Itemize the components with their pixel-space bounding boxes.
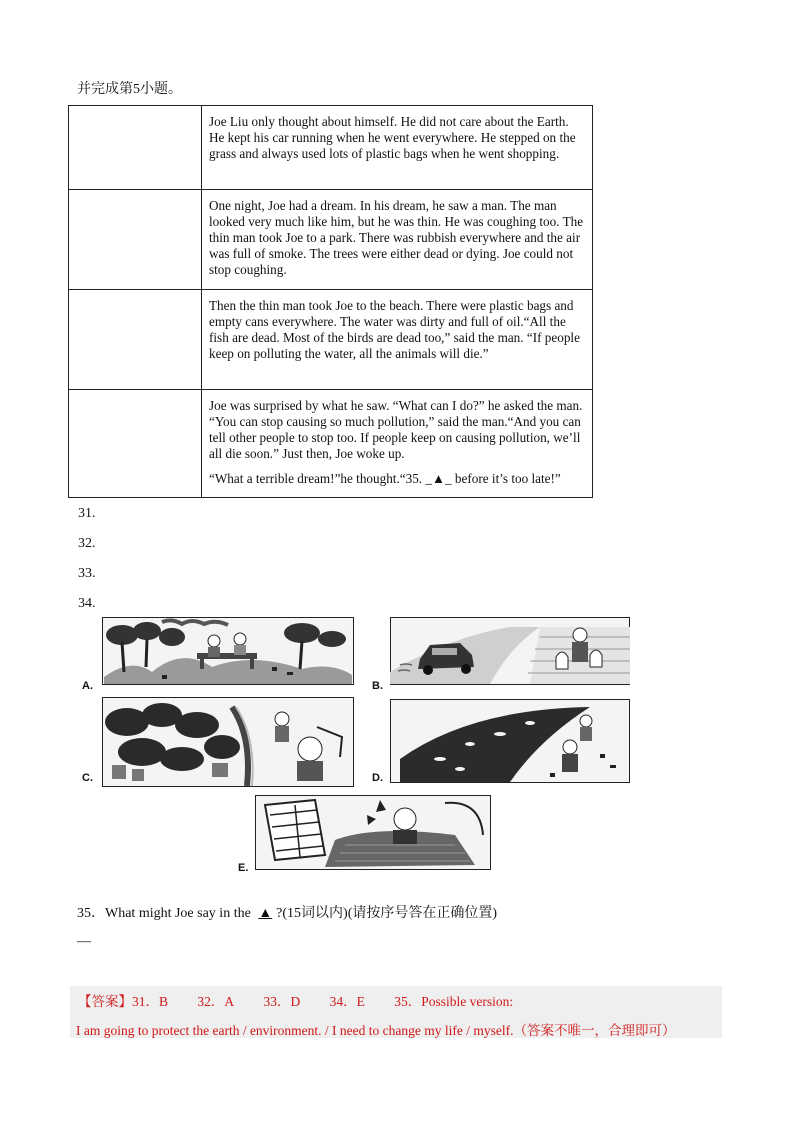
- answer-item: 35．Possible version:: [394, 994, 514, 1009]
- picture-label-b: B.: [372, 680, 383, 692]
- answer-item: 【答案】31．B: [78, 994, 169, 1009]
- picture-label-c: C.: [82, 772, 93, 784]
- picture-b-car-and-bags: [390, 617, 630, 685]
- table-row: [69, 290, 593, 390]
- blank-cell: [69, 106, 202, 190]
- answer-item: 33．D: [263, 994, 301, 1009]
- answer-item: 32．A: [197, 994, 235, 1009]
- picture-label-e: E.: [238, 862, 249, 874]
- story-cell: One night, Joe had a dream. In his dream, he saw a man. The man looked very much like him, but he was thin. He was coughing too. The thin man took Joe to a park. There was rubbish everywhere and the air was full of smoke. The trees were either dead or dying. Joe could not stop coughing.: [202, 190, 593, 290]
- picture-c-smoky-city: [102, 697, 354, 787]
- answer-blank: ▲: [258, 906, 273, 921]
- story-cell: Then the thin man took Joe to the beach. There were plastic bags and empty cans everywhere. The water was dirty and full of oil.“All the fish are dead. Most of the birds are dead too,” said the man. “If people keep on polluting the water, all the animals will die.”: [202, 290, 593, 390]
- table-row: [69, 390, 593, 498]
- picture-a-polluted-park: [102, 617, 354, 685]
- picture-e-joe-wakes-up: [255, 795, 491, 870]
- question-35-prefix: 35．What might Joe say in the: [77, 906, 251, 921]
- story-table: [68, 105, 593, 498]
- answer-line-dash: —: [77, 934, 91, 949]
- blank-cell: [69, 190, 202, 290]
- picture-d-polluted-beach: [390, 699, 630, 783]
- question-number-34: 34.: [78, 596, 96, 611]
- blank-cell: [69, 390, 202, 498]
- question-number-33: 33.: [78, 566, 96, 581]
- answer-box: [70, 986, 722, 1038]
- blank-cell: [69, 290, 202, 390]
- question-number-32: 32.: [78, 536, 96, 551]
- question-35: [77, 902, 497, 922]
- question-35-suffix: ?(15词以内)(请按序号答在正确位置): [276, 906, 498, 921]
- answer-line-2: I am going to protect the earth / environment. / I need to change my life / myself.（答案不唯一，合理即可）: [76, 1023, 676, 1038]
- answer-item: 34．E: [329, 994, 365, 1009]
- story-paragraph-2: “What a terrible dream!”he thought.“35. _▲_ before it’s too late!”: [209, 471, 561, 486]
- picture-label-d: D.: [372, 772, 383, 784]
- picture-label-a: A.: [82, 680, 93, 692]
- answer-line-1: [78, 990, 539, 1010]
- table-row: [69, 190, 593, 290]
- intro-text: 并完成第5小题。: [77, 82, 182, 97]
- story-cell: [202, 390, 593, 498]
- table-row: [69, 106, 593, 190]
- story-paragraph: Joe was surprised by what he saw. “What can I do?” he asked the man. “You can stop causing so much pollution,” said the man.“And you can tell other people to stop too. If people keep on causing pollution, we’ll all die soon.” Just then, Joe woke up.: [209, 398, 583, 461]
- question-number-31: 31.: [78, 506, 96, 521]
- story-cell: Joe Liu only thought about himself. He did not care about the Earth. He kept his car running when he went everywhere. He stepped on the grass and always used lots of plastic bags when he went shopping.: [202, 106, 593, 190]
